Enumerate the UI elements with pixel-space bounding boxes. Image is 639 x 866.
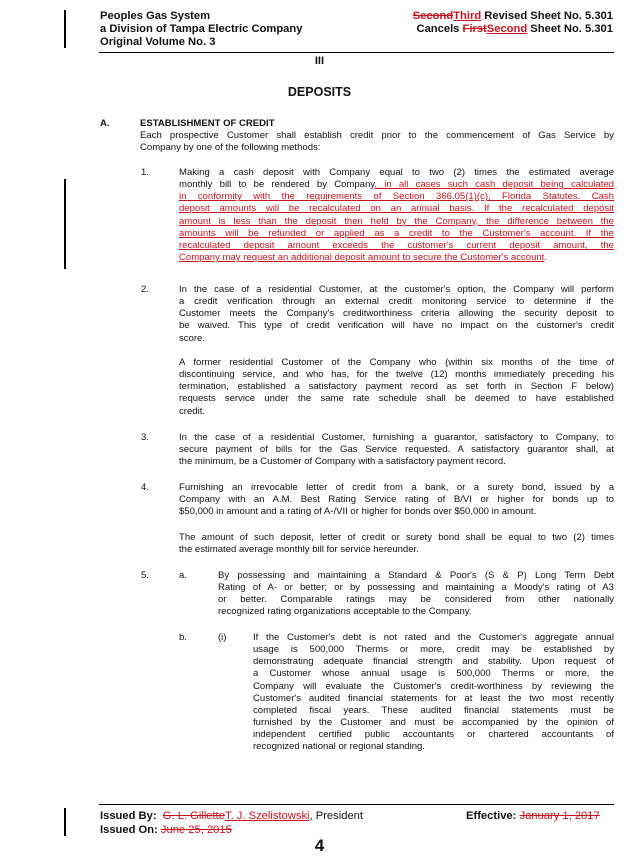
item2-line: be waived. This type of credit verification will have no impact on the customer's credit [179, 320, 614, 332]
item4-line: Company with an A.M. Best Rating Service rating of B/VI or higher for bonds up to [179, 494, 614, 506]
item2-para2-line: termination, established a satisfactory payment record as set forth in Section F below) [179, 381, 614, 393]
item4-para2-line: The amount of such deposit, letter of credit or surety bond shall be equal to two (2) times [179, 532, 614, 543]
item1-body [179, 167, 614, 264]
item1-number: 1. [141, 167, 149, 178]
item5-b-line: independent certified public accountants or chartered accountants of [253, 729, 614, 741]
division-name: a Division of Tampa Electric Company [100, 23, 303, 35]
item5-b-line: If the Customer's debt is not rated and the Customer's aggregate annual [253, 632, 614, 643]
item2-para2-line: A former residential Customer of the Company who (within six months of the time of [179, 357, 614, 368]
section-title: DEPOSITS [287, 85, 352, 99]
item3-number: 3. [141, 432, 149, 443]
item2-para2-line: requests service under the same rate schedule shall be deemed to have established [179, 393, 614, 405]
header-right [313, 10, 613, 36]
item1-line8-end: . [544, 252, 547, 264]
item2-para2 [179, 357, 614, 418]
item5-b-line: furnished by the Customer and must be accompanied by the opinion of [253, 717, 614, 729]
item5-number: 5. [141, 570, 149, 581]
item3-line: In the case of a residential Customer, furnishing a guarantor, satisfactory to Company, to [179, 432, 614, 443]
cancels-deleted: First [462, 23, 487, 35]
item1-line [179, 179, 614, 191]
item4-number: 4. [141, 482, 149, 493]
sheet-number [313, 10, 613, 23]
item1-inserted-line: amount is less than the deposit then held by the Company, the difference between the [179, 215, 614, 227]
item5-b-line: Customer's audited financial statements for at least the two most recently [253, 692, 614, 704]
item5-b-line: a Customer whose annual usage is 500,000 Therms or more, the [253, 668, 614, 680]
item2-line: a credit verification through an external credit monitoring service to determine if the [179, 296, 614, 308]
item1-line8-inserted: Company may request an additional deposit amount to secure the Customer's account [179, 252, 545, 264]
footer-rule [99, 804, 614, 805]
issued-on-deleted: June 25, 2015 [160, 824, 232, 836]
item2-para2-line: discontinuing service, and who has, for the twelve (12) months immediately preceding his [179, 369, 614, 381]
item5-b-line: Company will evaluate the Customer's credit-worthiness by reviewing the [253, 680, 614, 692]
item5-a-line: Rating of A- or better; or by possessing and maintaining a Moody's rating of A3 [218, 582, 614, 594]
header-left [100, 10, 302, 49]
item1-line2-black: monthly bill to be rendered by Company [179, 179, 375, 191]
item1-line2-inserted: , in all cases such cash deposit being calculated [374, 179, 614, 191]
item5-a-line: recognized rating organizations acceptable to the Company. [218, 606, 472, 618]
issued-by-inserted: T. J. Szelistowski [224, 810, 310, 822]
intro-line: Each prospective Customer shall establish credit prior to the commencement of Gas Service by [140, 130, 614, 141]
item1-line [179, 252, 614, 264]
sheet-inserted: Third [453, 10, 482, 22]
item2-body [179, 284, 614, 345]
effective-deleted: January 1, 2017 [519, 810, 600, 822]
volume-name: Original Volume No. 3 [100, 36, 216, 48]
item1-inserted-line: deposit amounts will be recalculated on an annual basis. If the recalculated deposit [179, 203, 614, 215]
item5-a-body [218, 570, 614, 619]
item2-line: Customer meets the Company's creditworthiness criteria allowing the security deposit to [179, 308, 614, 320]
issued-by-title: , President [309, 810, 364, 822]
intro-line: Company by one of the following methods: [140, 142, 321, 154]
company-name: Peoples Gas System [100, 10, 211, 22]
cancels-inserted: Second [486, 23, 528, 35]
issued-by [100, 809, 363, 823]
item5-b-line: recognized national or regional standing. [253, 741, 425, 753]
change-bar-header [64, 10, 66, 48]
section-number: III [314, 55, 325, 67]
item3-body [179, 432, 614, 468]
item2-line: score. [179, 332, 205, 344]
issued-by-label: Issued By: [100, 810, 157, 822]
change-bar-footer [64, 808, 66, 836]
cancels-suffix: Sheet No. 5.301 [527, 23, 613, 35]
cancels-sheet [313, 23, 613, 36]
effective-label: Effective: [466, 810, 517, 822]
item2-para2-line: credit. [179, 405, 205, 417]
header-rule [99, 52, 614, 53]
item5-b-line: demonstrating adequate financial strength and stability. Upon request of [253, 656, 614, 668]
item5-a-line: or better. Comparable ratings may be considered from other nationally [218, 594, 614, 606]
item4-para2 [179, 532, 614, 556]
part-a-letter: A. [100, 118, 110, 129]
change-bar-item1 [64, 179, 66, 269]
item1-inserted-line: in conformity with the requirements of Section 366.05(1)(c), Florida Statutes. Cash [179, 191, 614, 203]
issued-on-label: Issued On: [100, 824, 158, 836]
issued-by-deleted: G. L. Gillette [162, 810, 225, 822]
item5-a-line: By possessing and maintaining a Standard & Poor's (S & P) Long Term Debt [218, 570, 614, 581]
item5-b-roman: (i) [218, 632, 227, 643]
item5-b-letter: b. [179, 632, 187, 643]
item1-line: Making a cash deposit with Company equal to two (2) times the estimated average [179, 167, 614, 178]
issued-on [100, 823, 232, 837]
item2-line: In the case of a residential Customer, at the customer's option, the Company will perform [179, 284, 614, 295]
item3-line: the minimum, be a Customer of Company with a satisfactory payment record. [179, 456, 506, 468]
sheet-suffix: Revised Sheet No. 5.301 [481, 10, 613, 22]
item5-b-body [253, 632, 614, 754]
item4-line: $50,000 in amount and a rating of A-/VII or higher for bonds over $50,000 in amount. [179, 506, 537, 518]
item5-a-letter: a. [179, 570, 187, 581]
sheet-deleted: Second [412, 10, 454, 22]
item4-para2-line: the estimated average monthly bill for service hereunder. [179, 544, 419, 556]
item2-number: 2. [141, 284, 149, 295]
page-number: 4 [314, 836, 325, 855]
item1-inserted-line: amounts will be refunded or applied as a credit to the Customer's account. If the [179, 227, 614, 239]
effective [466, 809, 600, 823]
item4-body [179, 482, 614, 518]
item5-b-line: usage is 500,000 Therms or more, credit may be established by [253, 644, 614, 656]
item3-line: secure payment of bills for the Gas Service requested. A satisfactory guarantor shall, at [179, 444, 614, 456]
item4-line: Furnishing an irrevocable letter of credit from a bank, or a surety bond, issued by a [179, 482, 614, 493]
part-a-intro [140, 130, 614, 154]
item1-inserted-line: recalculated deposit amount exceeds the customer's current deposit amount, the [179, 239, 614, 251]
part-a-title: ESTABLISHMENT OF CREDIT [140, 118, 275, 129]
cancels-prefix: Cancels [416, 23, 463, 35]
item5-b-line: completed fiscal years. These audited financial statements must be [253, 704, 614, 716]
